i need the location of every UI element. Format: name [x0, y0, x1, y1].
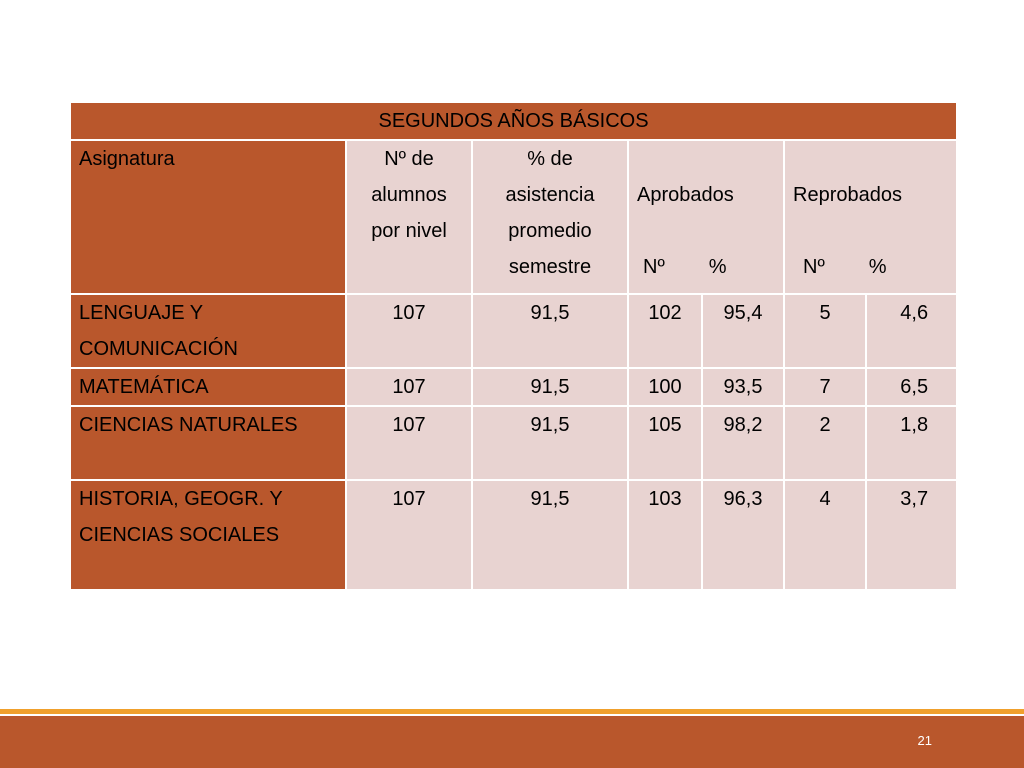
- row-approved-pct: 95,4: [702, 294, 784, 368]
- header-attendance: [472, 140, 628, 294]
- header-attendance-line: % de: [527, 148, 573, 170]
- row-subject-line: LENGUAJE Y: [79, 302, 204, 324]
- row-attendance: 91,5: [472, 294, 628, 368]
- row-students: 107: [346, 368, 472, 406]
- row-failed-pct: 6,5: [866, 368, 957, 406]
- table-row: [70, 368, 957, 406]
- header-approved-pct: %: [708, 256, 727, 278]
- row-approved-pct: 96,3: [702, 480, 784, 590]
- row-approved-n: 105: [628, 406, 702, 480]
- row-subject: [70, 368, 346, 406]
- header-approved-sublabels: [637, 249, 775, 285]
- row-failed-n: 2: [784, 406, 866, 480]
- page-number: 21: [917, 733, 932, 748]
- header-students: [346, 140, 472, 294]
- header-approved-label: Aprobados: [637, 184, 734, 206]
- footer-bar: [0, 716, 1024, 768]
- row-failed-n: 5: [784, 294, 866, 368]
- header-approved: [628, 140, 784, 294]
- header-failed-sublabels: [793, 249, 948, 285]
- row-subject-line: MATEMÁTICA: [79, 376, 209, 398]
- row-subject-line: COMUNICACIÓN: [79, 338, 238, 360]
- header-attendance-line: semestre: [508, 256, 592, 278]
- header-failed-label: Reprobados: [793, 184, 902, 206]
- header-students-line: Nº de: [384, 148, 434, 170]
- header-subject-label: Asignatura: [79, 148, 175, 170]
- header-students-line: alumnos: [371, 184, 447, 206]
- row-failed-pct: 3,7: [866, 480, 957, 590]
- row-subject: [70, 406, 346, 480]
- row-attendance: 91,5: [472, 480, 628, 590]
- row-subject-line: CIENCIAS SOCIALES: [79, 524, 280, 546]
- row-attendance: 91,5: [472, 368, 628, 406]
- row-students: 107: [346, 480, 472, 590]
- row-subject-line: CIENCIAS NATURALES: [79, 414, 298, 436]
- row-failed-n: 4: [784, 480, 866, 590]
- row-failed-pct: 1,8: [866, 406, 957, 480]
- header-attendance-line: asistencia: [505, 184, 595, 206]
- header-failed: [784, 140, 957, 294]
- table-row: [70, 406, 957, 480]
- row-approved-pct: 93,5: [702, 368, 784, 406]
- header-failed-pct: %: [868, 256, 887, 278]
- table-row: [70, 480, 957, 590]
- header-failed-n: Nº: [803, 256, 825, 278]
- row-approved-n: 100: [628, 368, 702, 406]
- row-approved-n: 103: [628, 480, 702, 590]
- footer-accent-line: [0, 709, 1024, 714]
- results-table: [69, 101, 958, 591]
- header-students-line: por nivel: [371, 220, 447, 242]
- header-subject: [70, 140, 346, 294]
- header-approved-n: Nº: [643, 256, 665, 278]
- row-failed-n: 7: [784, 368, 866, 406]
- row-attendance: 91,5: [472, 406, 628, 480]
- row-subject: [70, 294, 346, 368]
- table-row: [70, 294, 957, 368]
- row-approved-n: 102: [628, 294, 702, 368]
- row-approved-pct: 98,2: [702, 406, 784, 480]
- header-attendance-line: promedio: [508, 220, 592, 242]
- table-title: SEGUNDOS AÑOS BÁSICOS: [70, 102, 957, 140]
- row-students: 107: [346, 294, 472, 368]
- table-title-row: [70, 102, 957, 140]
- row-students: 107: [346, 406, 472, 480]
- row-subject: [70, 480, 346, 590]
- header-row: [70, 140, 957, 294]
- row-failed-pct: 4,6: [866, 294, 957, 368]
- row-subject-line: HISTORIA, GEOGR. Y: [79, 488, 283, 510]
